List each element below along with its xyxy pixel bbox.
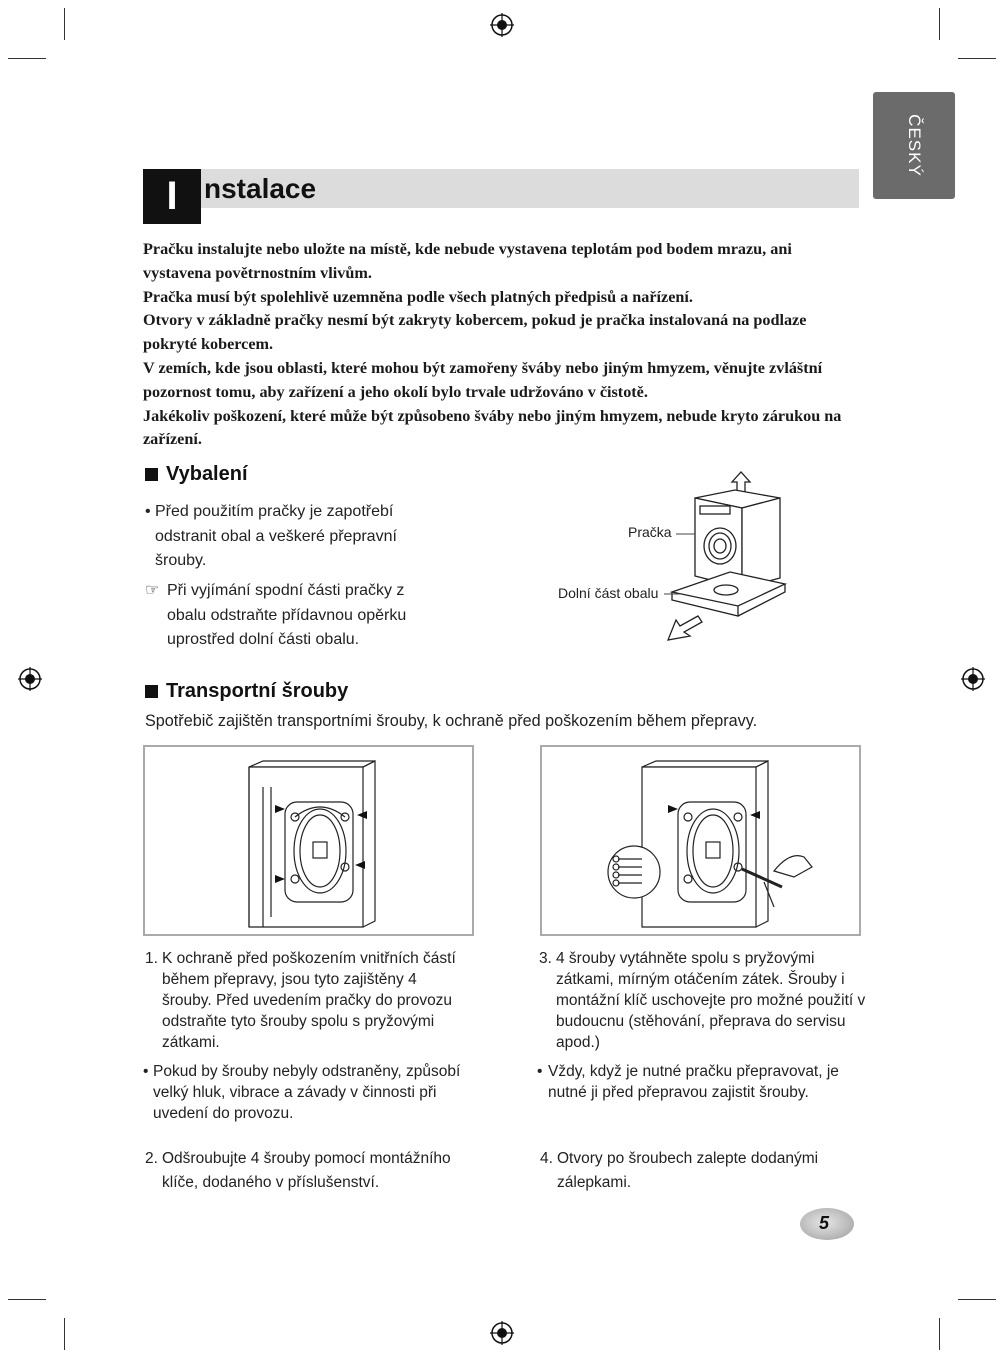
intro-text (143, 238, 863, 452)
bullet-dot: • (143, 1063, 149, 1080)
bullet-1 (143, 1061, 473, 1124)
intro-paragraph: Pračku instalujte nebo uložte na místě, kde nebude vystavena teplotám pod bodem mrazu, ani vystavena povětrnostním vlivům. (143, 240, 792, 282)
unpacking-bullet-text: Před použitím pračky je zapotřebí odstranit obal a veškeré přepravní šrouby. (155, 503, 397, 569)
figure-label-washer: Pračka (628, 524, 672, 540)
step-text: K ochraně před poškozením vnitřních částí během přepravy, jsou tyto zajištěny 4 šrouby. Před uvedením pračky do provozu odstraňte tyto šrouby spolu s pryžovými zátkami. (162, 950, 456, 1051)
square-bullet-icon (145, 468, 158, 481)
step-text: Otvory po šroubech zalepte dodanými zálepkami. (557, 1150, 819, 1191)
figure-box-bolts-location (143, 745, 474, 936)
washer-unpacking-illustration (650, 468, 800, 648)
step-number: 2. (145, 1150, 158, 1167)
step-number: 4. (540, 1150, 553, 1167)
title-initial: I (143, 169, 201, 224)
step-number: 3. (539, 950, 552, 967)
intro-paragraph: Jakékoliv poškození, které může být způsobeno šváby nebo jiným hmyzem, nebude kryto zárukou na zařízení. (143, 406, 842, 449)
crop-mark (939, 8, 940, 40)
step-1 (145, 948, 465, 1053)
step-number: 1. (145, 950, 158, 967)
crop-mark (64, 1318, 65, 1350)
crop-mark (958, 58, 996, 59)
section-heading-text: Transportní šrouby (166, 680, 349, 702)
step-text: 4 šrouby vytáhněte spolu s pryžovými zátkami, mírným otáčením zátek. Šrouby i montážní klíč uschovejte pro možné použití v budoucnu (stěhování, přeprava do servisu apod.) (556, 950, 866, 1051)
transport-subtitle: Spotřebič zajištěn transportními šrouby, k ochraně před poškozením během přepravy. (145, 712, 758, 730)
step-4 (540, 1147, 840, 1195)
washer-bolt-removal-illustration (542, 747, 859, 934)
page-number-badge (800, 1208, 854, 1240)
page-number: 5 (819, 1213, 830, 1233)
figure-label-base: Dolní část obalu (558, 585, 659, 601)
crop-mark (958, 1299, 996, 1300)
registration-mark-icon (490, 1321, 514, 1345)
figure-box-bolts-removal (540, 745, 861, 936)
step-2 (145, 1147, 465, 1195)
unpacking-note (145, 579, 445, 653)
washer-back-bolts-illustration (145, 747, 472, 934)
crop-mark (64, 8, 65, 40)
bullet-text: Vždy, když je nutné pračku přepravovat, je nutné ji před přepravou zajistit šrouby. (548, 1063, 839, 1101)
section-heading-transport (145, 680, 348, 703)
registration-mark-icon (18, 667, 42, 691)
bullet-3 (537, 1061, 867, 1103)
unpacking-note-text: Při vyjímání spodní části pračky z obalu odstraňte přídavnou opěrku uprostřed dolní části obalu. (167, 582, 407, 648)
crop-mark (8, 1299, 46, 1300)
section-heading-unpacking (145, 463, 248, 486)
square-bullet-icon (145, 685, 158, 698)
intro-paragraph: Pračka musí být spolehlivě uzemněna podle všech platných předpisů a nařízení. (143, 287, 693, 306)
bullet-text: Pokud by šrouby nebyly odstraněny, způsobí velký hluk, vibrace a závady v činnosti při uvedení do provozu. (153, 1063, 461, 1122)
pointing-hand-icon: ☞ (145, 582, 160, 599)
bullet-dot: • (537, 1063, 543, 1080)
intro-paragraph: V zemích, kde jsou oblasti, které mohou být zamořeny šváby nebo jiným hmyzem, věnujte zvláštní pozornost tomu, aby zařízení a jeho okolí bylo trvale udržováno v čistotě. (143, 358, 823, 401)
section-heading-text: Vybalení (166, 463, 248, 485)
page-title: nstalace (204, 173, 317, 204)
step-3 (539, 948, 875, 1053)
language-tab (873, 92, 955, 199)
unpacking-bullet (145, 500, 425, 574)
registration-mark-icon (961, 667, 985, 691)
registration-mark-icon (490, 13, 514, 37)
language-tab-label: ČESKÝ (905, 114, 924, 177)
step-text: Odšroubujte 4 šrouby pomocí montážního klíče, dodaného v příslušenství. (162, 1150, 451, 1191)
crop-mark (939, 1318, 940, 1350)
bullet-dot: • (145, 503, 151, 520)
intro-paragraph: Otvory v základně pračky nesmí být zakryty kobercem, pokud je pračka instalovaná na podlaze pokryté kobercem. (143, 311, 807, 354)
crop-mark (8, 58, 46, 59)
